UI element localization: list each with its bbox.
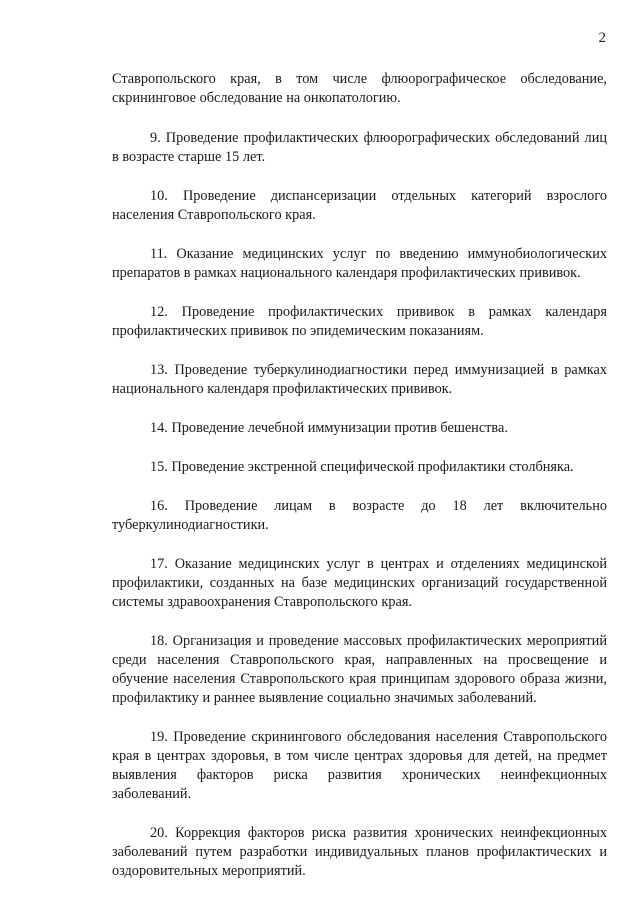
document-body	[112, 70, 607, 901]
list-item-19: 19. Проведение скринингового обследования населения Ставропольского края в центрах здоровья, в том числе центрах здоровья для детей, на предмет выявления факторов риска развития хронических неинфекционных заболеваний.	[112, 729, 607, 802]
list-item-15: 15. Проведение экстренной специфической профилактики столбняка.	[150, 459, 574, 475]
list-item-11: 11. Оказание медицинских услуг по введению иммунобиологических препаратов в рамках национального календаря профилактических прививок.	[112, 246, 607, 281]
list-item-12: 12. Проведение профилактических прививок в рамках календаря профилактических прививок по эпидемическим показаниям.	[112, 304, 607, 339]
list-item-20: 20. Коррекция факторов риска развития хронических неинфекционных заболеваний путем разработки индивидуальных планов профилактических и оздоровительных мероприятий.	[112, 825, 607, 879]
list-item-16: 16. Проведение лицам в возрасте до 18 лет включительно туберкулинодиагностики.	[112, 498, 607, 533]
list-item-18: 18. Организация и проведение массовых профилактических мероприятий среди населения Ставропольского края, направленных на просвещение и обучение населения Ставропольского края принципам здорового образа жизни, профилактику и раннее выявление социально значимых заболеваний.	[112, 633, 607, 706]
list-item-10: 10. Проведение диспансеризации отдельных категорий взрослого населения Ставропольского края.	[112, 188, 607, 223]
list-item-17: 17. Оказание медицинских услуг в центрах и отделениях медицинской профилактики, созданных на базе медицинских организаций государственной системы здравоохранения Ставропольского края.	[112, 556, 607, 610]
list-item-13: 13. Проведение туберкулинодиагностики перед иммунизацией в рамках национального календаря профилактических прививок.	[112, 362, 607, 397]
list-item-9: 9. Проведение профилактических флюорографических обследований лиц в возрасте старше 15 лет.	[112, 130, 607, 165]
page-number: 2	[598, 30, 606, 46]
list-item-14: 14. Проведение лечебной иммунизации против бешенства.	[150, 420, 508, 436]
paragraph-continuation: Ставропольского края, в том числе флюорографическое обследование, скрининговое обследование на онкопатологию.	[112, 71, 607, 106]
